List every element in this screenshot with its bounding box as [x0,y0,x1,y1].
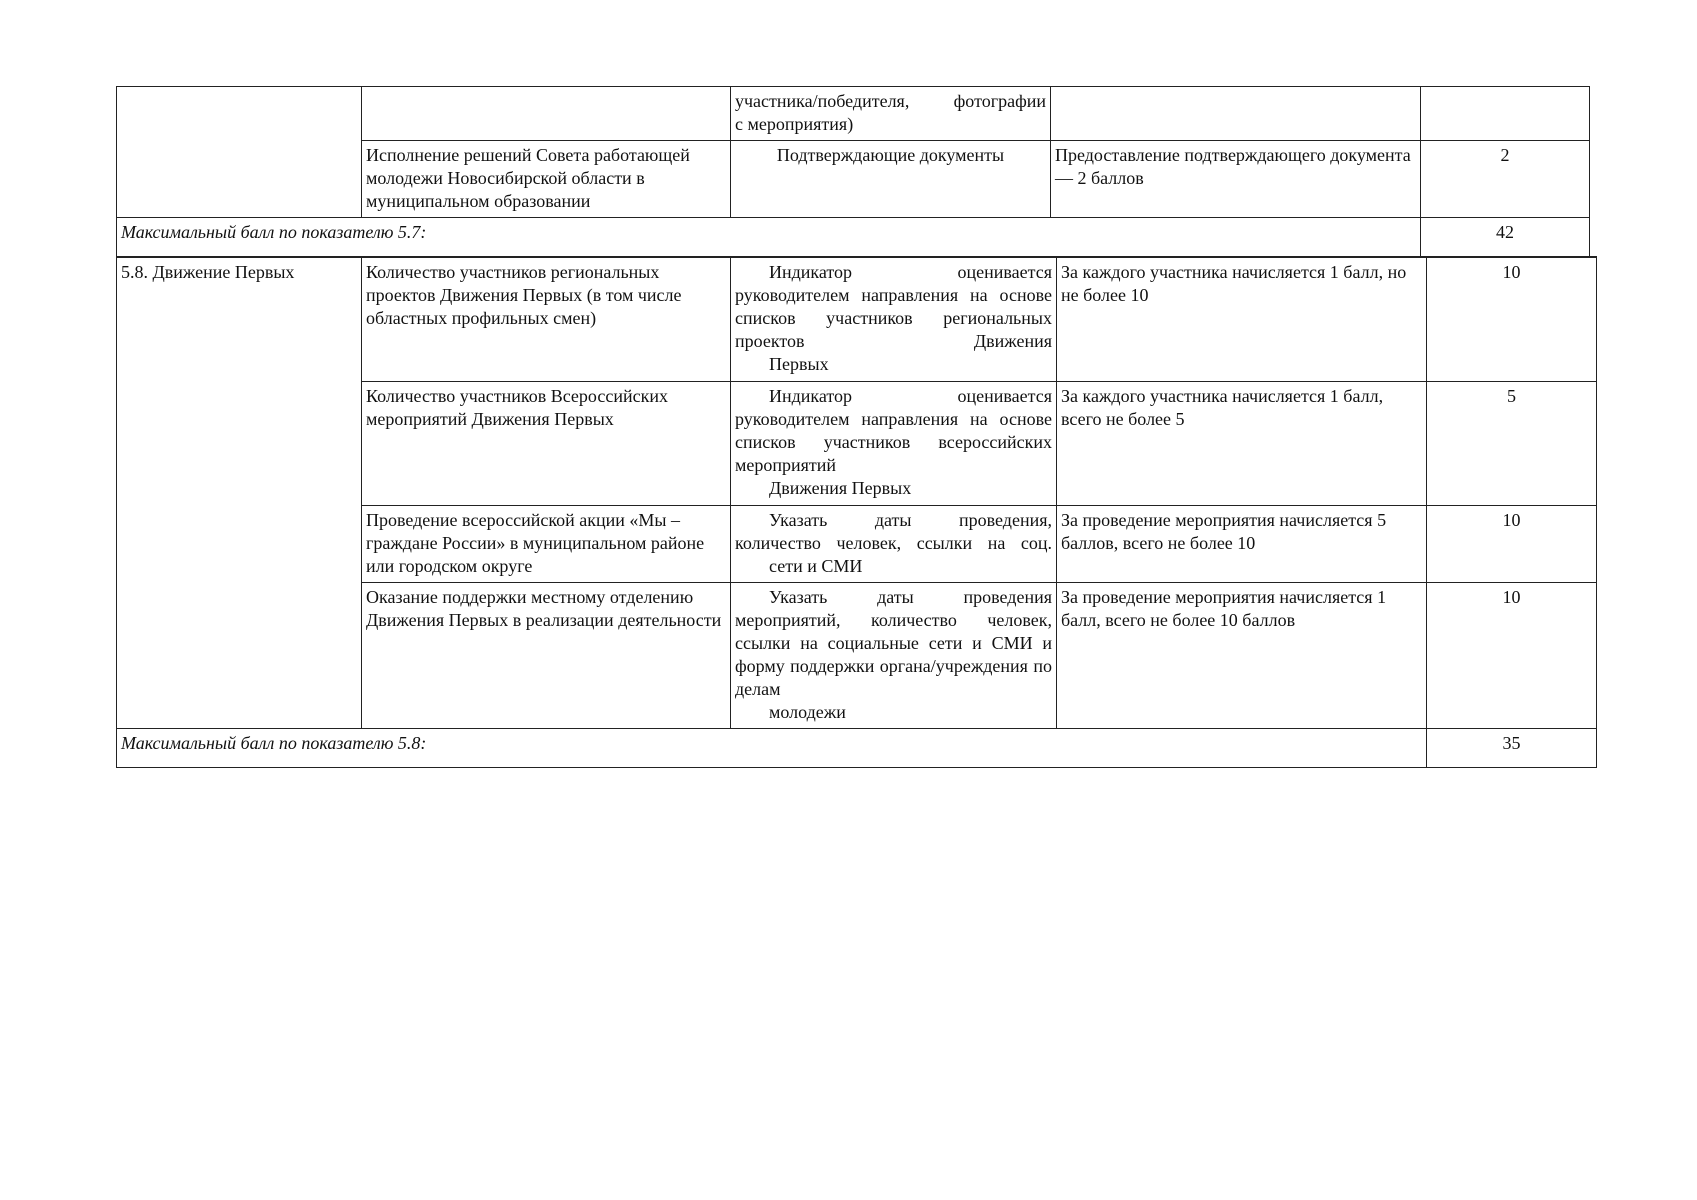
scoring-cell [1051,87,1421,141]
confirmation-line: с мероприятия) [735,114,854,134]
confirmation-cell: Подтверждающие документы [731,141,1051,218]
max-score-value: 35 [1427,728,1597,767]
confirmation-text: Индикатор оценивается руководителем направления на основе списков участников всероссийских мероприятий [735,385,1052,475]
criterion-cell [362,87,731,141]
confirmation-text-end: Движения Первых [769,477,912,498]
max-score-label: Максимальный балл по показателю 5.8: [117,728,1427,767]
criterion-cell: Исполнение решений Совета работающей молодежи Новосибирской области в муниципальном образовании [362,141,731,218]
criterion-cell: Оказание поддержки местному отделению Движения Первых в реализации деятельности [362,582,731,728]
indicator-5-7-table [116,86,1590,257]
max-score-row [117,728,1597,767]
table-row [117,87,1590,141]
indicator-cell: 5.8. Движение Первых [117,257,362,728]
confirmation-text-end: молодежи [769,701,846,722]
confirmation-text: Указать даты проведения мероприятий, количество человек, ссылки на социальные сети и СМИ и форму поддержки органа/учреждения по делам [735,586,1052,699]
criterion-cell: Проведение всероссийской акции «Мы – граждане России» в муниципальном районе или городском округе [362,505,731,582]
confirmation-text: Индикатор оценивается руководителем направления на основе списков участников региональных проектов Движения [735,262,1052,351]
scoring-cell: За проведение мероприятия начисляется 5 баллов, всего не более 10 [1057,505,1427,582]
max-score-label: Максимальный балл по показателю 5.7: [117,218,1421,257]
criterion-cell: Количество участников Всероссийских мероприятий Движения Первых [362,381,731,505]
indicator-5-8-table [116,256,1597,768]
scoring-cell: За каждого участника начисляется 1 балл, всего не более 5 [1057,381,1427,505]
points-cell: 10 [1427,582,1597,728]
scoring-cell: За каждого участника начисляется 1 балл, но не более 10 [1057,257,1427,381]
confirmation-text: Указать даты проведения, количество человек, ссылки на соц. [735,509,1052,553]
points-cell: 2 [1421,141,1590,218]
confirmation-cell [731,582,1057,728]
points-cell: 5 [1427,381,1597,505]
confirmation-line: участника/победителя, фотографии [735,91,1046,111]
confirmation-cell [731,257,1057,381]
table-row [117,257,1597,381]
indicator-cell [117,87,362,218]
scoring-cell: Предоставление подтверждающего документа — 2 баллов [1051,141,1421,218]
confirmation-cell [731,381,1057,505]
max-score-row [117,218,1590,257]
confirmation-cell [731,505,1057,582]
points-cell: 10 [1427,505,1597,582]
scoring-cell: За проведение мероприятия начисляется 1 балл, всего не более 10 баллов [1057,582,1427,728]
confirmation-cell [731,87,1051,141]
confirmation-text-end: сети и СМИ [769,555,863,576]
max-score-value: 42 [1421,218,1590,257]
points-cell: 10 [1427,257,1597,381]
confirmation-text-end: Первых [769,354,829,374]
points-cell [1421,87,1590,141]
criterion-cell: Количество участников региональных проектов Движения Первых (в том числе областных профильных смен) [362,257,731,381]
